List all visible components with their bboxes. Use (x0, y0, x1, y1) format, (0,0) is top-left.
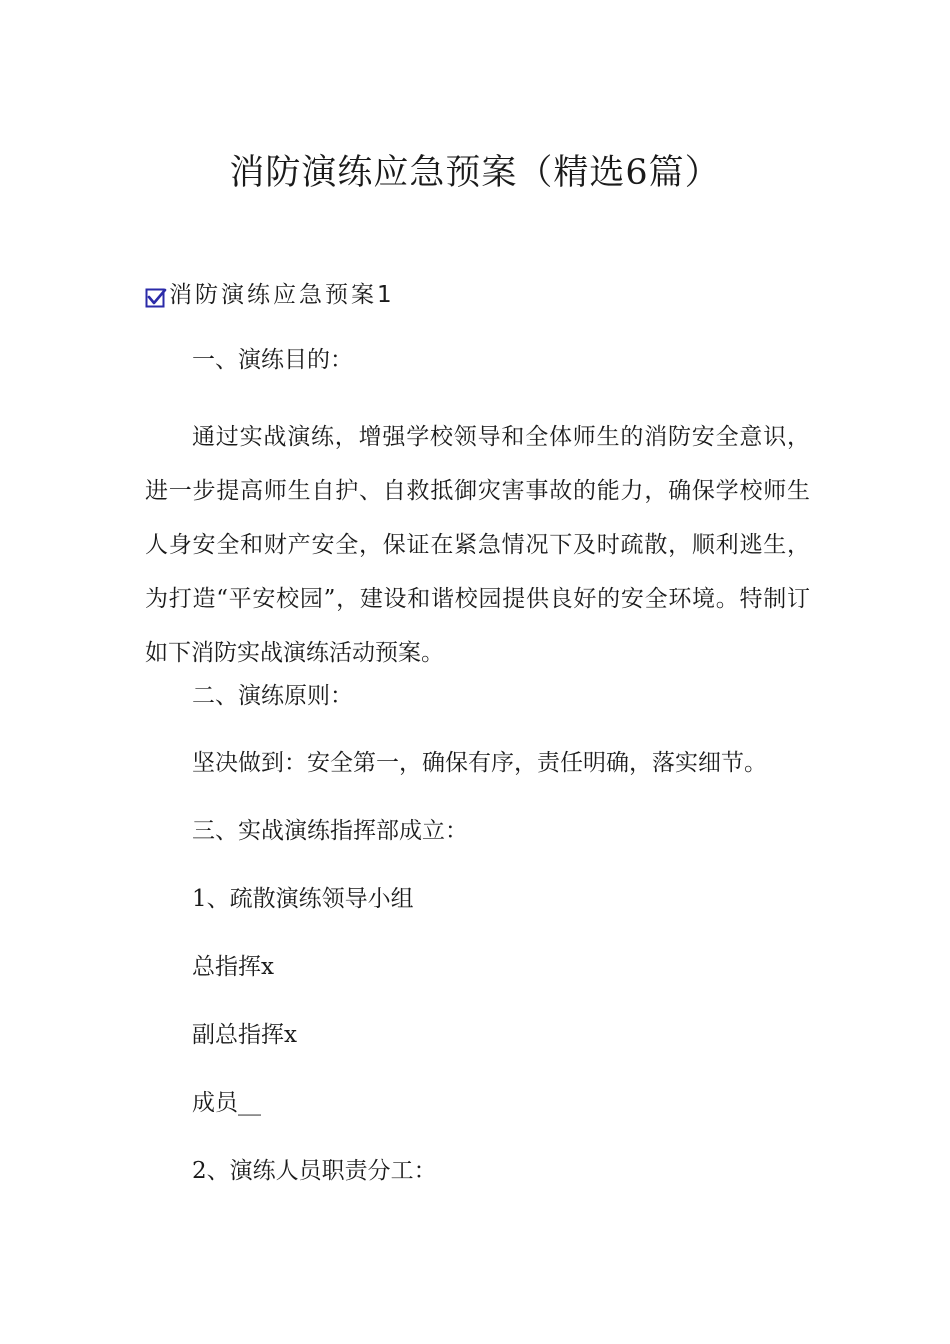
checkbox-checked-icon (145, 288, 167, 310)
heading-principle: 二、演练原则： (192, 683, 353, 709)
deputy-commander-line: 副总指挥x (192, 1022, 297, 1048)
principle-text: 坚决做到：安全第一，确保有序，责任明确，落实细节。 (192, 750, 767, 776)
commander-line: 总指挥x (192, 954, 274, 980)
document-title: 消防演练应急预案（精选6篇） (229, 153, 721, 193)
list-item-leadership-group: 1、疏散演练领导小组 (192, 886, 414, 912)
members-line: 成员__ (192, 1090, 261, 1116)
section-heading-text: 消防演练应急预案1 (169, 282, 395, 308)
heading-purpose: 一、演练目的： (192, 347, 353, 373)
list-item-duties: 2、演练人员职责分工： (192, 1158, 437, 1184)
section-heading (145, 278, 395, 312)
heading-command: 三、实战演练指挥部成立： (192, 818, 468, 844)
paragraph-purpose: 通过实战演练，增强学校领导和全体师生的消防安全意识，进一步提高师生自护、自救抵御灾害事故的能力，确保学校师生人身安全和财产安全，保证在紧急情况下及时疏散，顺利逃生，为打造“平安校园”，建设和谐校园提供良好的安全环境。特制订如下消防实战演练活动预案。 (145, 424, 810, 666)
